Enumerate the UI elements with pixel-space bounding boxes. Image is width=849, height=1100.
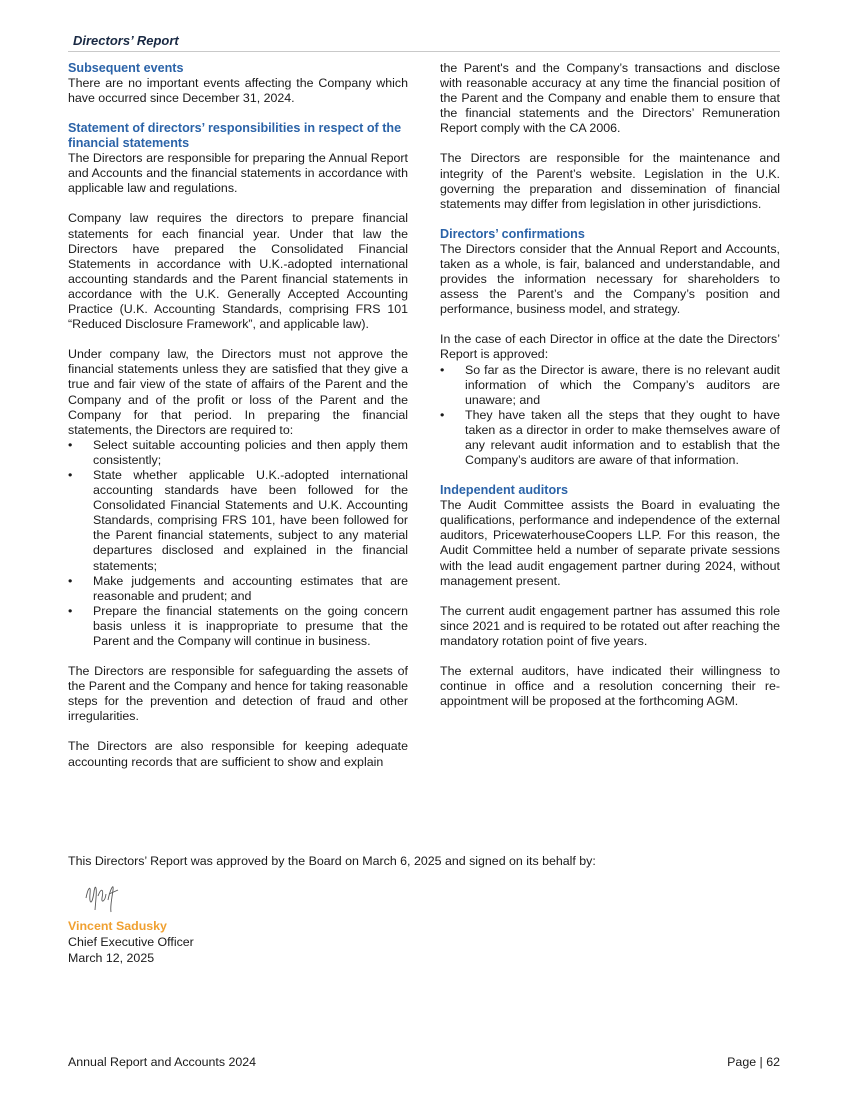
paragraph: the Parent's and the Company’s transactions and disclose with reasonable accuracy at any time the financial position of the Parent and the Company and enable them to ensure that the financial statements and the Directors’ Remuneration Report comply with the CA 2006. (440, 61, 780, 136)
signer-title: Chief Executive Officer (68, 935, 194, 949)
signature-icon (80, 876, 126, 914)
list-item (440, 408, 780, 468)
list-item (68, 604, 408, 649)
right-column (440, 61, 780, 709)
list-item-text: Make judgements and accounting estimates that are reasonable and prudent; and (93, 573, 408, 603)
paragraph: Under company law, the Directors must not approve the financial statements unless they are satisfied that they give a true and fair view of the state of affairs of the Parent and the Company and of the profit or loss of the Parent and the Company for that period. In preparing the financial statements, the Directors are required to: (68, 347, 408, 437)
list-item (68, 468, 408, 574)
list-item-text: Prepare the financial statements on the going concern basis unless it is inappropriate to presume that the Parent and the Company will continue in business. (93, 603, 408, 648)
paragraph: The Directors consider that the Annual Report and Accounts, taken as a whole, is fair, balanced and understandable, and provides the information necessary for shareholders to assess the Parent’s and the Company’s position and performance, business model, and strategy. (440, 241, 780, 317)
paragraph: The Directors are responsible for preparing the Annual Report and Accounts and the financial statements in accordance with applicable law and regulations. (68, 151, 408, 196)
bullet-list (440, 363, 780, 469)
left-column (68, 61, 408, 770)
header-divider (68, 51, 780, 52)
list-item (68, 438, 408, 468)
paragraph: The Directors are responsible for safeguarding the assets of the Parent and the Company and hence for taking reasonable steps for the prevention and detection of fraud and other irregularities. (68, 664, 408, 724)
paragraph: The Audit Committee assists the Board in evaluating the qualifications, performance and independence of the external auditors, PricewaterhouseCoopers LLP. For this reason, the Audit Committee held a number of separate private sessions with the lead audit engagement partner during 2024, without management present. (440, 498, 780, 588)
paragraph: The current audit engagement partner has assumed this role since 2021 and is required to be rotated out after reaching the mandatory rotation point of five years. (440, 603, 780, 648)
list-item-text: So far as the Director is aware, there is no relevant audit information of which the Company’s auditors are unaware; and (465, 362, 780, 407)
handwritten-signature (80, 876, 126, 919)
paragraph: There are no important events affecting the Company which have occurred since December 31, 2024. (68, 76, 408, 106)
paragraph: The Directors are also responsible for keeping adequate accounting records that are sufficient to show and explain (68, 739, 408, 769)
list-item (440, 363, 780, 408)
paragraph: In the case of each Director in office at the date the Directors’ Report is approved: (440, 332, 780, 362)
page-header-title: Directors’ Report (73, 33, 179, 48)
bullet-icon: • (440, 407, 445, 422)
bullet-icon: • (68, 603, 73, 618)
list-item-text: They have taken all the steps that they ought to have taken as a director in order to make themselves aware of any relevant audit information and to establish that the Company’s auditors are aware of that information. (465, 407, 780, 468)
bullet-icon: • (68, 573, 73, 588)
paragraph: The Directors are responsible for the maintenance and integrity of the Parent’s website. Legislation in the U.K. governing the preparation and dissemination of financial statements may differ from legislation in other jurisdictions. (440, 151, 780, 211)
list-item-text: Select suitable accounting policies and then apply them consistently; (93, 437, 408, 467)
section-heading-subsequent-events: Subsequent events (68, 61, 184, 75)
section-heading-directors-confirmations: Directors’ confirmations (440, 226, 585, 241)
bullet-icon: • (440, 362, 445, 377)
list-item-text: State whether applicable U.K.-adopted international accounting standards have been followed for the Consolidated Financial Statements and U.K. Accounting Standards, comprising FRS 101, have been followed for the Parent financial statements, subject to any material departures disclosed and explained in the financial statements; (93, 467, 408, 573)
paragraph: The external auditors, have indicated their willingness to continue in office and a resolution concerning their re-appointment will be proposed at the forthcoming AGM. (440, 664, 780, 709)
bullet-icon: • (68, 437, 73, 452)
section-heading-directors-responsibilities: Statement of directors’ responsibilities in respect of the financial statements (68, 121, 402, 151)
bullet-icon: • (68, 467, 73, 482)
footer-report-title: Annual Report and Accounts 2024 (68, 1055, 257, 1069)
section-heading-independent-auditors: Independent auditors (440, 483, 569, 498)
list-item (68, 574, 408, 604)
bullet-list (68, 438, 408, 649)
signer-name: Vincent Sadusky (68, 919, 167, 933)
footer-page-number: Page | 62 (727, 1055, 780, 1069)
approval-statement: This Directors’ Report was approved by the Board on March 6, 2025 and signed on its behalf by: (68, 854, 596, 868)
paragraph: Company law requires the directors to prepare financial statements for each financial year. Under that law the Directors have prepared the Consolidated Financial Statements in accordance with U.K.-adopted international accounting standards and the Parent financial statements in accordance with the U.K. Generally Accepted Accounting Practice (U.K. Accounting Standards, comprising FRS 101 “Reduced Disclosure Framework”, and applicable law). (68, 211, 408, 332)
signer-date: March 12, 2025 (68, 951, 155, 965)
